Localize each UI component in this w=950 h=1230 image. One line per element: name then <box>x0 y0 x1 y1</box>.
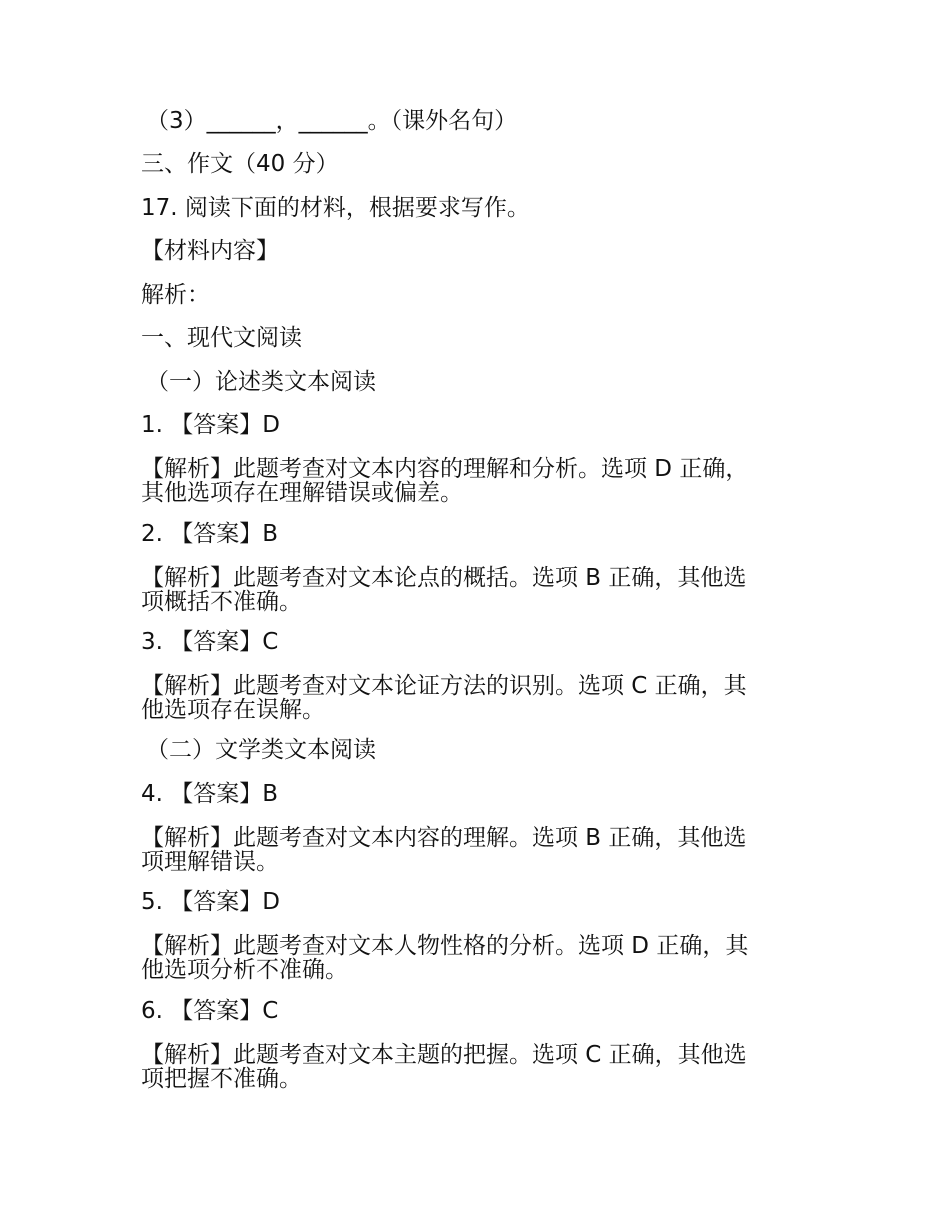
section-heading-modern-reading: 一、现代文阅读 <box>141 325 302 351</box>
explanation-3-line-2: 他选项存在误解。 <box>141 697 325 723</box>
material-content-heading: 【材料内容】 <box>141 238 279 264</box>
explanation-5-line-2: 他选项分析不准确。 <box>141 957 348 983</box>
section-heading-composition: 三、作文（40 分） <box>141 151 339 177</box>
question-3-fill-blank: （3）______，______。（课外名句） <box>146 108 518 134</box>
explanation-5 <box>141 934 801 982</box>
explanation-6-line-2: 项把握不准确。 <box>141 1066 302 1092</box>
answer-1: 1. 【答案】D <box>141 412 280 438</box>
answer-4: 4. 【答案】B <box>141 781 279 807</box>
explanation-2-line-1: 【解析】此题考查对文本论点的概括。选项 B 正确，其他选 <box>141 565 747 591</box>
answer-2: 2. 【答案】B <box>141 521 279 547</box>
subsection-heading-argumentative: （一）论述类文本阅读 <box>146 369 376 395</box>
analysis-heading: 解析： <box>141 282 210 308</box>
explanation-6 <box>141 1043 801 1091</box>
explanation-1 <box>141 457 801 505</box>
explanation-1-line-1: 【解析】此题考查对文本内容的理解和分析。选项 D 正确， <box>141 456 749 482</box>
question-17-prompt: 17. 阅读下面的材料，根据要求写作。 <box>141 195 530 221</box>
subsection-heading-literary: （二）文学类文本阅读 <box>146 737 376 763</box>
explanation-5-line-1: 【解析】此题考查对文本人物性格的分析。选项 D 正确，其 <box>141 933 749 959</box>
answer-6: 6. 【答案】C <box>141 998 279 1024</box>
explanation-1-line-2: 其他选项存在理解错误或偏差。 <box>141 480 463 506</box>
explanation-3 <box>141 674 801 722</box>
explanation-4-line-1: 【解析】此题考查对文本内容的理解。选项 B 正确，其他选 <box>141 825 747 851</box>
answer-5: 5. 【答案】D <box>141 889 280 915</box>
answer-3: 3. 【答案】C <box>141 629 279 655</box>
explanation-4 <box>141 826 801 874</box>
explanation-4-line-2: 项理解错误。 <box>141 849 279 875</box>
explanation-3-line-1: 【解析】此题考查对文本论证方法的识别。选项 C 正确，其 <box>141 673 747 699</box>
explanation-6-line-1: 【解析】此题考查对文本主题的把握。选项 C 正确，其他选 <box>141 1042 747 1068</box>
explanation-2-line-2: 项概括不准确。 <box>141 589 302 615</box>
explanation-2 <box>141 566 801 614</box>
